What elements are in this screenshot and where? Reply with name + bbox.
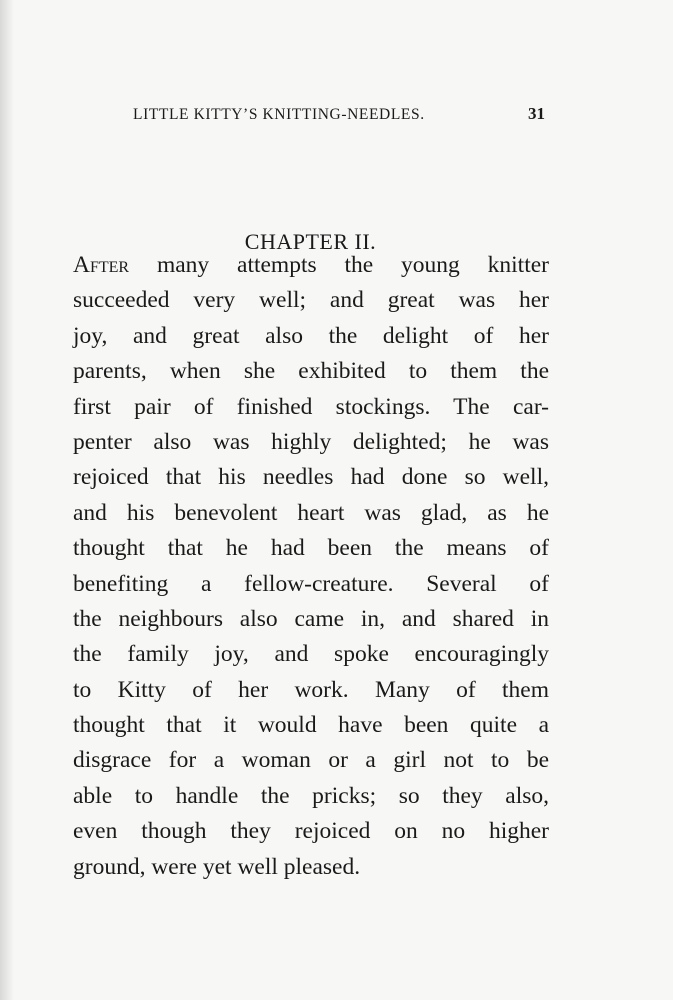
text-line: and his benevolent heart was glad, as he [73, 499, 549, 526]
text-line: thought that it would have been quite a [73, 712, 549, 739]
text-line: ground, were yet well pleased. [73, 853, 361, 880]
body-text [73, 248, 549, 885]
text-line: succeeded very well; and great was her [73, 287, 549, 314]
page-number: 31 [528, 104, 545, 123]
text-line [73, 248, 549, 283]
text-line: to Kitty of her work. Many of them [73, 676, 549, 703]
line-text: many attempts the young knitter [129, 252, 549, 278]
text-line: able to handle the pricks; so they also, [73, 782, 549, 809]
text-line: penter also was highly delighted; he was [73, 428, 549, 455]
chapter-title: CHAPTER II. [244, 229, 377, 254]
text-line: benefiting a fellow-creature. Several of [73, 570, 549, 597]
text-line: the family joy, and spoke encouragingly [73, 641, 549, 668]
text-line: rejoiced that his needles had done so well, [73, 464, 549, 491]
text-line: parents, when she exhibited to them the [73, 358, 549, 385]
page-edge-shadow [0, 0, 14, 1000]
running-head: LITTLE KITTY’S KNITTING-NEEDLES. [133, 106, 425, 123]
drop-word: After [73, 252, 130, 278]
text-line: thought that he had been the means of [73, 535, 549, 562]
text-line: the neighbours also came in, and shared in [73, 605, 549, 632]
text-line: joy, and great also the delight of her [73, 322, 549, 349]
text-line: even though they rejoiced on no higher [73, 818, 549, 845]
text-line: first pair of finished stockings. The car- [73, 393, 549, 420]
text-line: disgrace for a woman or a girl not to be [73, 747, 549, 774]
